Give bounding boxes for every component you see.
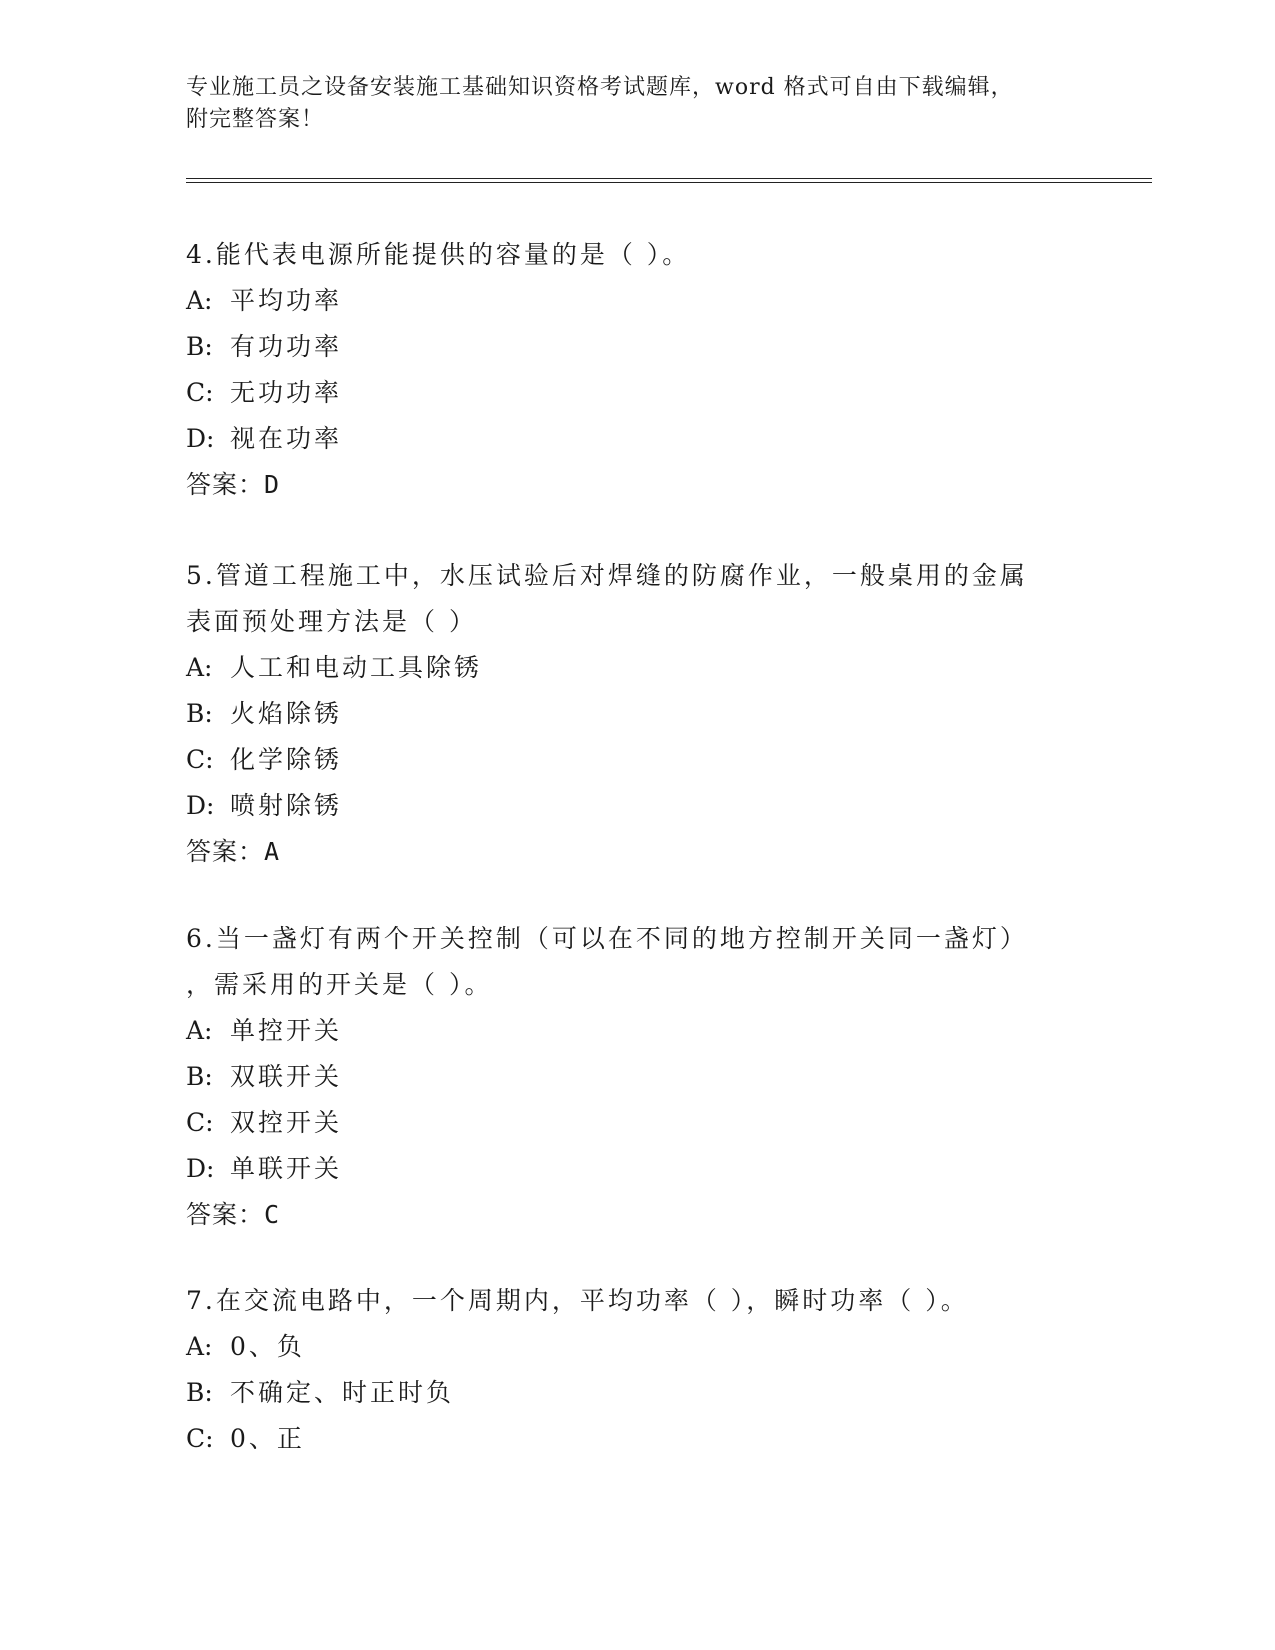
option-letter: B: bbox=[186, 1062, 213, 1091]
option-text: 平均功率 bbox=[230, 286, 343, 315]
answer-value: A bbox=[264, 837, 281, 866]
option-text: 双联开关 bbox=[230, 1062, 343, 1091]
question-7 bbox=[186, 1278, 1086, 1462]
option-text: 人工和电动工具除锈 bbox=[230, 653, 483, 682]
option-a bbox=[186, 1008, 1086, 1054]
option-d bbox=[186, 416, 1086, 462]
option-text: 火焰除锈 bbox=[230, 699, 343, 728]
option-c bbox=[186, 1100, 1086, 1146]
option-text: 化学除锈 bbox=[230, 745, 343, 774]
option-b bbox=[186, 1054, 1086, 1100]
option-a bbox=[186, 278, 1086, 324]
answer-value: D bbox=[264, 470, 281, 499]
option-b bbox=[186, 1370, 1086, 1416]
answer-line bbox=[186, 829, 1086, 875]
option-d bbox=[186, 783, 1086, 829]
question-stem bbox=[186, 916, 1086, 1008]
option-letter: A: bbox=[186, 286, 213, 315]
option-text: 无功功率 bbox=[230, 378, 343, 407]
question-stem-line: 5.管道工程施工中，水压试验后对焊缝的防腐作业，一般桌用的金属 bbox=[186, 561, 1028, 590]
option-c bbox=[186, 737, 1086, 783]
option-text: 双控开关 bbox=[230, 1108, 343, 1137]
answer-label: 答案： bbox=[186, 1200, 265, 1229]
option-letter: A: bbox=[186, 653, 213, 682]
option-text: 有功功率 bbox=[230, 332, 343, 361]
option-d bbox=[186, 1146, 1086, 1192]
option-text: 喷射除锈 bbox=[230, 791, 343, 820]
question-stem-line: 表面预处理方法是（ ） bbox=[186, 607, 477, 636]
question-stem bbox=[186, 1278, 1086, 1324]
option-text: 0、正 bbox=[230, 1424, 305, 1453]
option-letter: C: bbox=[186, 1424, 214, 1453]
option-a bbox=[186, 1324, 1086, 1370]
option-letter: B: bbox=[186, 1378, 213, 1407]
option-letter: A: bbox=[186, 1332, 213, 1361]
question-stem bbox=[186, 232, 1086, 278]
answer-line bbox=[186, 1192, 1086, 1238]
option-letter: C: bbox=[186, 1108, 214, 1137]
header-divider-top bbox=[186, 178, 1152, 179]
document-header bbox=[186, 72, 1066, 136]
question-5 bbox=[186, 553, 1086, 875]
option-c bbox=[186, 1416, 1086, 1462]
option-text: 视在功率 bbox=[230, 424, 343, 453]
option-letter: C: bbox=[186, 745, 214, 774]
header-divider-bottom bbox=[186, 182, 1152, 183]
question-stem-line: 4.能代表电源所能提供的容量的是（ ）。 bbox=[186, 240, 691, 269]
answer-label: 答案： bbox=[186, 837, 265, 866]
option-letter: D: bbox=[186, 424, 215, 453]
question-stem-line: 6.当一盏灯有两个开关控制（可以在不同的地方控制开关同一盏灯） bbox=[186, 924, 1028, 953]
option-text: 单控开关 bbox=[230, 1016, 343, 1045]
question-stem-line: ，需采用的开关是（ ）。 bbox=[186, 970, 493, 999]
option-b bbox=[186, 324, 1086, 370]
option-letter: B: bbox=[186, 332, 213, 361]
question-4 bbox=[186, 232, 1086, 508]
option-letter: D: bbox=[186, 791, 215, 820]
option-c bbox=[186, 370, 1086, 416]
question-6 bbox=[186, 916, 1086, 1238]
option-text: 不确定、时正时负 bbox=[230, 1378, 455, 1407]
answer-line bbox=[186, 462, 1086, 508]
option-text: 单联开关 bbox=[230, 1154, 343, 1183]
option-letter: D: bbox=[186, 1154, 215, 1183]
option-a bbox=[186, 645, 1086, 691]
option-letter: C: bbox=[186, 378, 214, 407]
header-line-2: 附完整答案！ bbox=[186, 107, 325, 132]
option-text: 0、负 bbox=[230, 1332, 305, 1361]
option-letter: B: bbox=[186, 699, 213, 728]
header-line-1: 专业施工员之设备安装施工基础知识资格考试题库，word 格式可自由下载编辑， bbox=[186, 75, 1014, 100]
option-letter: A: bbox=[186, 1016, 213, 1045]
question-stem bbox=[186, 553, 1086, 645]
question-stem-line: 7.在交流电路中，一个周期内，平均功率（ ），瞬时功率（ ）。 bbox=[186, 1286, 969, 1315]
answer-value: C bbox=[264, 1200, 281, 1229]
answer-label: 答案： bbox=[186, 470, 265, 499]
option-b bbox=[186, 691, 1086, 737]
